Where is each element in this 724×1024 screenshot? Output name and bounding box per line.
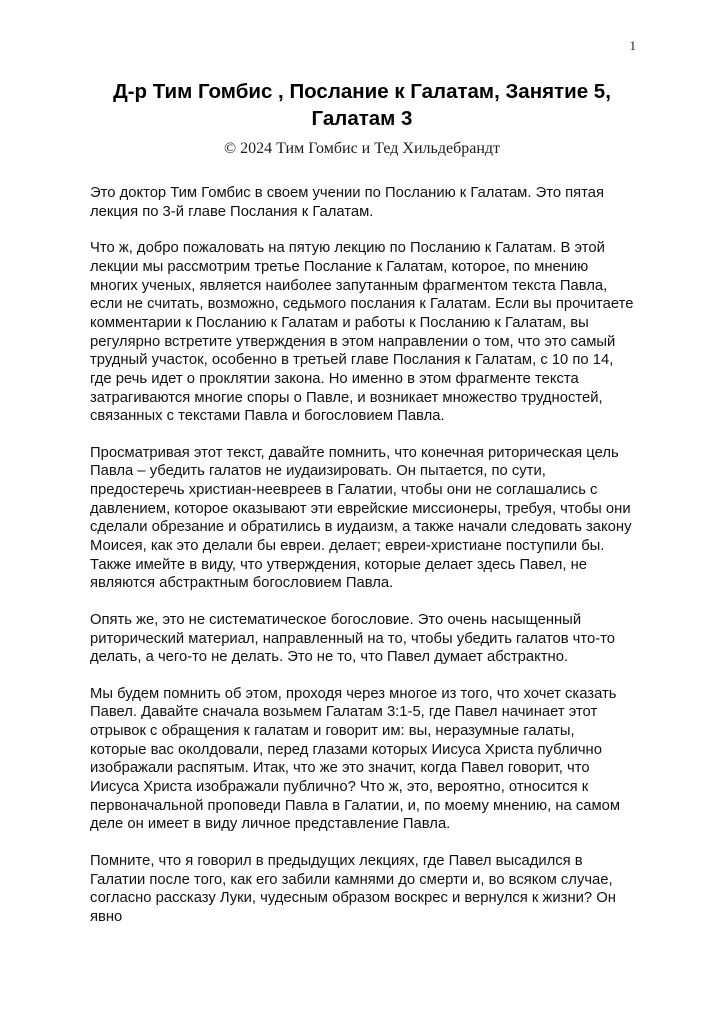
paragraph-intro: Это доктор Тим Гомбис в своем учении по Посланию к Галатам. Это пятая лекция по 3-й главе Послания к Галатам.	[90, 185, 605, 220]
page-number: 1	[629, 38, 636, 53]
document-body	[90, 184, 634, 926]
document-title-line-2: Галатам 3	[311, 107, 413, 131]
paragraph-previous-lectures: Помните, что я говорил в предыдущих лекциях, где Павел высадился в Галатии после того, как его забили камнями до смерти и, во всяком случае, согласно рассказу Луки, чудесным образом воскрес и вернулся к жизни? Он явно	[90, 852, 616, 925]
document-title	[90, 78, 634, 132]
paragraph-galatians-3-1-5: Мы будем помнить об этом, проходя через многое из того, что хочет сказать Павел. Давайте сначала возьмем Галатам 3:1-5, где Павел начинает этот отрывок с обращения к галатам и говорит им: вы, неразумные галаты, которые вас околдовали, перед глазами которых Иисуса Христа публично изображали распятым. Итак, что же это значит, когда Павел говорит, что Иисуса Христа изображали публично? Что ж, это, вероятно, относится к первоначальной проповеди Павла в Галатии, и, по моему мнению, на самом деле он имеет в виду личное представление Павла.	[90, 685, 621, 833]
copyright-line: © 2024 Тим Гомбис и Тед Хильдебрандт	[223, 140, 501, 158]
paragraph-rhetorical-goal: Просматривая этот текст, давайте помнить, что конечная риторическая цель Павла – убедить галатов не иудаизировать. Он пытается, по сути, предостеречь христиан-неевреев в Галатии, чтобы они не соглашались с давлением, которое оказывают эти еврейские миссионеры, требуя, чтобы они сделали обрезание и обратились в иудаизм, а также начали следовать закону Моисея, как это делали бы евреи. делает; евреи-христиане поступили бы. Также имейте в виду, что утверждения, которые делает здесь Павел, не являются абстрактным богословием Павла.	[90, 444, 632, 592]
paragraph-welcome: Что ж, добро пожаловать на пятую лекцию по Посланию к Галатам. В этой лекции мы рассмотрим третье Послание к Галатам, которое, по мнению многих ученых, является наиболее запутанным фрагментом текста Павла, если не считать, возможно, седьмого послания к Галатам. Если вы прочитаете комментарии к Посланию к Галатам и работы к Посланию к Галатам, вы регулярно встретите утверждения в этом направлении о том, что это самый трудный участок, особенно в третьей главе Послания к Галатам, с 10 по 14, где речь идет о проклятии закона. Но именно в этом фрагменте текста затрагиваются многие споры о Павле, и возникает множество трудностей, связанных с текстами Павла и богословием Павла.	[90, 240, 634, 425]
document-title-line-1: Д-р Тим Гомбис , Послание к Галатам, Занятие 5,	[113, 80, 611, 103]
paragraph-not-systematic: Опять же, это не систематическое богословие. Это очень насыщенный риторический материал, направленный на то, чтобы убедить галатов что-то делать, а чего-то не делать. Это не то, что Павел думает абстрактно.	[90, 611, 615, 666]
